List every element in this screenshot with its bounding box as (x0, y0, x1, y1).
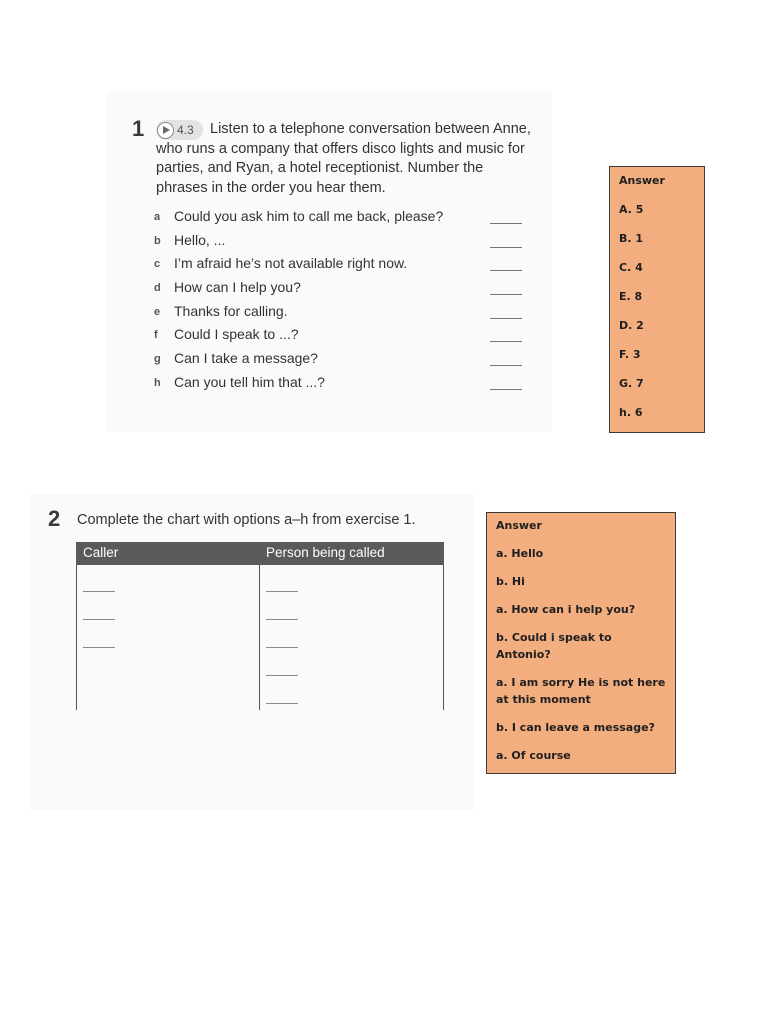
phrase-letter: f (154, 329, 158, 342)
phrase-item (154, 255, 534, 279)
caller-blank[interactable] (83, 619, 115, 620)
phrase-letter: g (154, 353, 161, 366)
phrase-letter: e (154, 305, 161, 318)
caller-chart (76, 542, 444, 710)
answer-blank[interactable] (490, 270, 522, 271)
answer-line: B. 1 (619, 232, 644, 245)
person-called-blank[interactable] (266, 703, 298, 704)
phrase-letter: a (154, 211, 161, 223)
answer-line: b. Could i speak to Antonio? (496, 631, 612, 661)
phrase-text: Could I speak to ...? (174, 326, 299, 343)
answer-blank[interactable] (490, 247, 522, 248)
exercise-1-instructions: Listen to a telephone conversation between Anne, who runs a company that offers disco lights and music for parties, and Ryan, a hotel receptionist. Number the phrases in the order you hear them. (156, 121, 531, 196)
phrase-item (154, 326, 534, 350)
answer-blank[interactable] (490, 294, 522, 295)
caller-blank[interactable] (83, 591, 115, 592)
person-called-blank[interactable] (266, 619, 298, 620)
answer-box-1 (609, 166, 705, 433)
phrase-letter: c (154, 258, 161, 271)
chart-border-right (443, 565, 444, 710)
phrase-text: Can I take a message? (174, 350, 318, 367)
chart-divider (259, 565, 260, 710)
person-called-blank[interactable] (266, 591, 298, 592)
phrase-item (154, 232, 534, 256)
caller-blank[interactable] (83, 647, 115, 648)
answer-blank[interactable] (490, 223, 522, 224)
person-called-blank[interactable] (266, 647, 298, 648)
answer-line: A. 5 (619, 203, 644, 216)
phrase-item (154, 303, 534, 327)
answer-title: Answer (496, 519, 542, 532)
phrase-text: Could you ask him to call me back, please? (174, 208, 444, 224)
phrase-letter: h (154, 376, 161, 389)
phrase-text: I’m afraid he’s not available right now. (174, 255, 408, 272)
answer-blank[interactable] (490, 318, 522, 319)
phrase-item (154, 374, 534, 398)
chart-header (76, 542, 444, 565)
answer-line: a. Of course (496, 749, 571, 762)
phrase-letter: b (154, 234, 161, 247)
audio-track-number: 4.3 (177, 123, 194, 137)
answer-blank[interactable] (490, 341, 522, 342)
answer-line: E. 8 (619, 290, 643, 303)
exercise-2-number: 2 (48, 506, 61, 531)
phrase-text: How can I help you? (174, 279, 301, 296)
answer-box-2 (486, 512, 676, 774)
answer-line: F. 3 (619, 348, 641, 361)
answer-line: a. How can i help you? (496, 603, 636, 616)
answer-blank[interactable] (490, 389, 522, 390)
exercise-2-panel (30, 494, 474, 810)
answer-line: b. Hi (496, 575, 525, 588)
answer-line: C. 4 (619, 261, 643, 274)
answer-line: G. 7 (619, 377, 644, 390)
phrase-letter: d (154, 282, 161, 295)
phrase-text: Hello, ... (174, 231, 226, 248)
phrase-text: Can you tell him that ...? (174, 373, 325, 390)
answer-line: D. 2 (619, 319, 644, 332)
answer-line: a. Hello (496, 547, 544, 560)
answer-line: h. 6 (619, 406, 643, 419)
phrase-text: Thanks for calling. (174, 302, 288, 319)
phrase-item (154, 279, 534, 303)
chart-border-left (76, 565, 77, 710)
column-header-caller: Caller (83, 545, 119, 560)
exercise-2-instructions: Complete the chart with options a–h from exercise 1. (77, 512, 416, 528)
phrase-item (154, 350, 534, 374)
column-header-person-called: Person being called (266, 545, 385, 560)
person-called-blank[interactable] (266, 675, 298, 676)
phrase-item (154, 208, 534, 232)
answer-blank[interactable] (490, 365, 522, 366)
exercise-1-number: 1 (132, 116, 145, 141)
answer-line: a. I am sorry He is not here at this moment (496, 676, 666, 706)
exercise-1-panel (106, 92, 552, 432)
phrase-list (154, 208, 534, 398)
answer-title: Answer (619, 174, 665, 187)
answer-line: b. I can leave a message? (496, 721, 655, 734)
